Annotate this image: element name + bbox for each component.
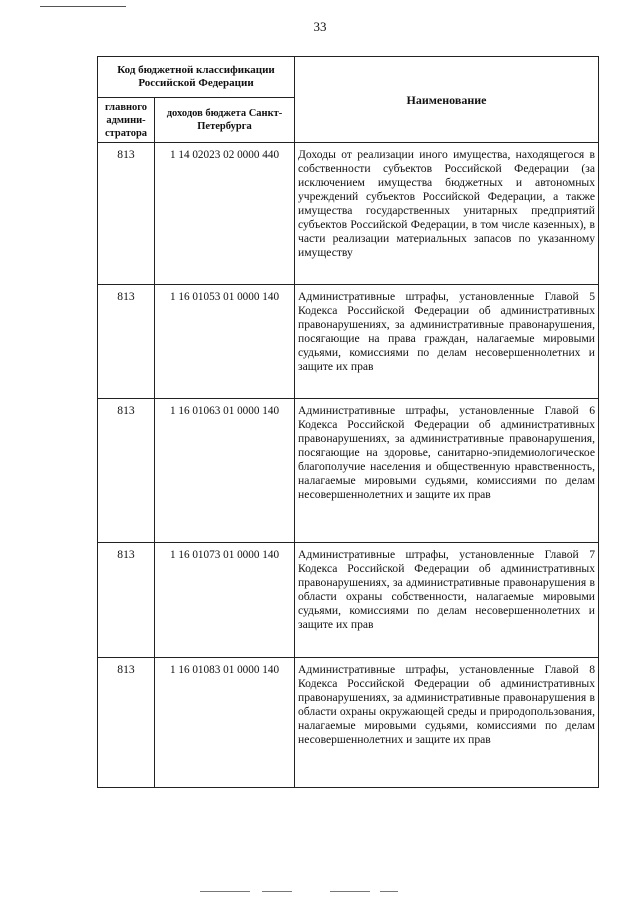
table-row (98, 658, 599, 788)
cell-revenue-code: 1 14 02023 02 0000 440 (155, 143, 295, 285)
table-row (98, 399, 599, 543)
cell-name: Административные штрафы, установленные Главой 7 Кодекса Российской Федерации об административных правонарушениях, за административные правонарушения в области охраны собственности, налагаемые мировыми судьями, комиссиями по делам несовершеннолетних и защите их прав (295, 543, 599, 658)
page-number: 33 (313, 19, 327, 34)
header-revenue-code: доходов бюджета Санкт-Петербурга (155, 98, 295, 143)
cell-name: Доходы от реализации иного имущества, находящегося в собственности субъектов Российской Федерации (за исключением имущества бюджетных и автономных учреждений субъектов Российской Федерации, а также имущества государственных унитарных предприятий субъектов Российской Федерации, в том числе казенных), в части реализации материальных запасов по указанному имуществу (295, 143, 599, 285)
cell-name: Административные штрафы, установленные Главой 5 Кодекса Российской Федерации об административных правонарушениях, за административные правонарушения, посягающие на права граждан, налагаемые мировыми судьями, комиссиями по делам несовершеннолетних и защите их прав (295, 285, 599, 399)
cell-revenue-code: 1 16 01083 01 0000 140 (155, 658, 295, 788)
table-row (98, 143, 599, 285)
cell-revenue-code: 1 16 01053 01 0000 140 (155, 285, 295, 399)
header-name: Наименование (295, 57, 599, 143)
cell-admin-code: 813 (98, 399, 155, 543)
top-rule (40, 6, 126, 7)
cell-name: Административные штрафы, установленные Главой 8 Кодекса Российской Федерации об административных правонарушениях, за административные правонарушения в области охраны окружающей среды и природопользования, налагаемые мировыми судьями, комиссиями по делам несовершеннолетних и защите их прав (295, 658, 599, 788)
cell-name: Административные штрафы, установленные Главой 6 Кодекса Российской Федерации об административных правонарушениях, за административные правонарушения, посягающие на здоровье, санитарно-эпидемиологическое благополучие населения и общественную нравственность, налагаемые мировыми судьями, комиссиями по делам несовершеннолетних и защите их прав (295, 399, 599, 543)
cell-revenue-code: 1 16 01073 01 0000 140 (155, 543, 295, 658)
table-row (98, 285, 599, 399)
table-row (98, 543, 599, 658)
cell-admin-code: 813 (98, 143, 155, 285)
cell-revenue-code: 1 16 01063 01 0000 140 (155, 399, 295, 543)
budget-classification-table (97, 56, 599, 788)
cell-admin-code: 813 (98, 658, 155, 788)
cell-admin-code: 813 (98, 285, 155, 399)
cell-admin-code: 813 (98, 543, 155, 658)
bottom-scan-marks (0, 891, 640, 893)
header-chief-administrator: главного админи-стратора (98, 98, 155, 143)
header-budget-code-group: Код бюджетной классификации Российской Федерации (98, 57, 295, 98)
